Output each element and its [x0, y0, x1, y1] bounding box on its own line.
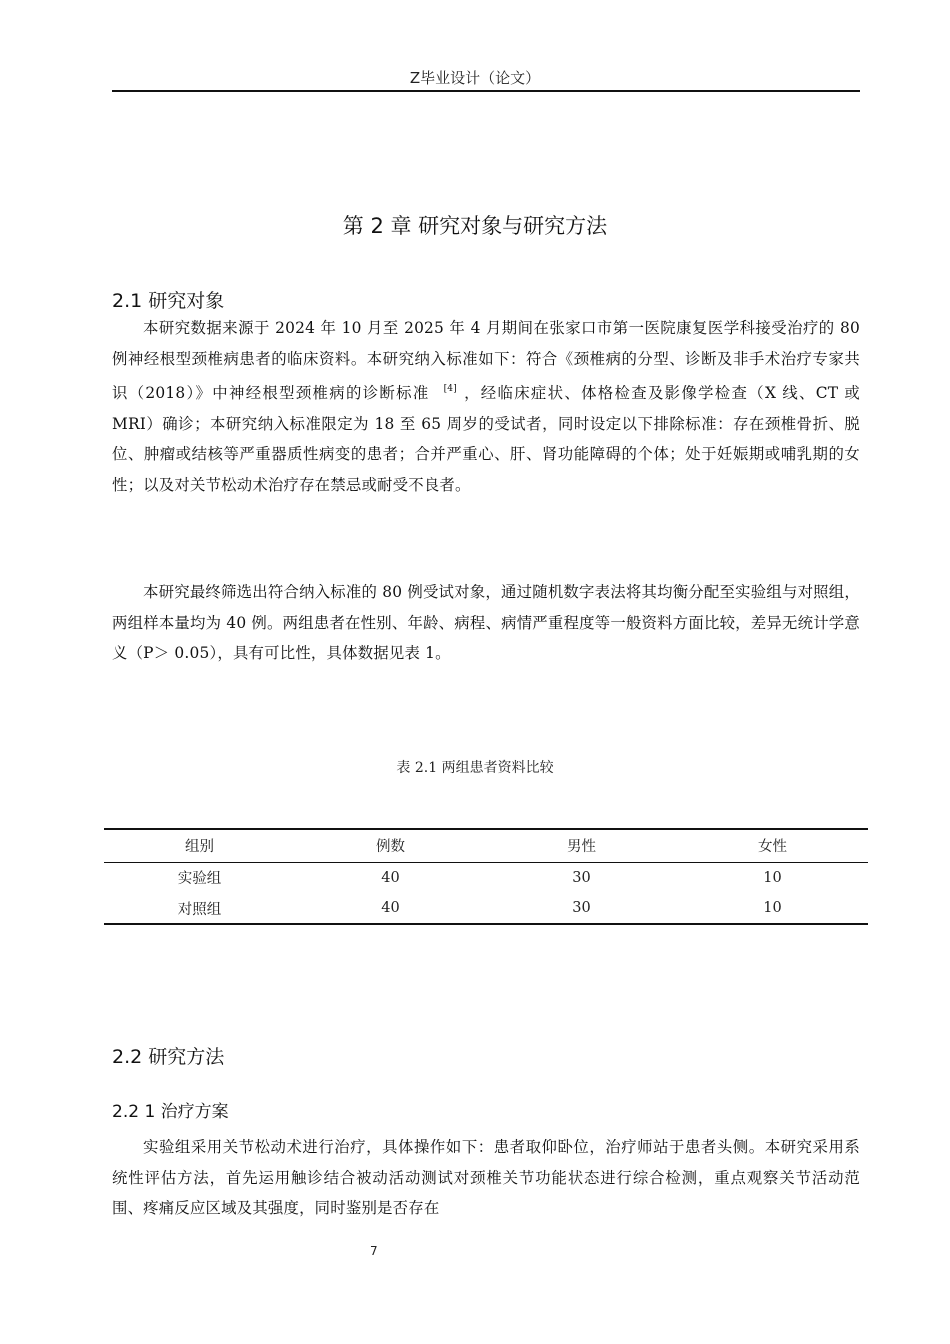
- paragraph-study-subjects: [112, 313, 860, 500]
- paragraph-treatment-plan: 实验组采用关节松动术进行治疗，具体操作如下：患者取仰卧位，治疗师站于患者头侧。本研究采用系统性评估方法，首先运用触诊结合被动活动测试对颈椎关节功能状态进行综合检测，重点观察关节活动范围、疼痛反应区域及其强度，同时鉴别是否存在: [112, 1138, 860, 1217]
- column-header: 女性: [758, 839, 787, 856]
- page-number: 7: [370, 1244, 378, 1258]
- section-heading-2-2: 2.2 研究方法: [112, 1046, 225, 1068]
- table-cell: 对照组: [177, 901, 222, 918]
- table-row: [104, 862, 868, 893]
- paragraph-grouping: 本研究最终筛选出符合纳入标准的 80 例受试对象，通过随机数字表法将其均衡分配至实验组与对照组，两组样本量均为 40 例。两组患者在性别、年龄、病程、病情严重程度等一般资料方面比较，差异无统计学意义（P＞ 0.05），具有可比性，具体数据见表 1。: [112, 583, 860, 662]
- subsection-heading-2-2-1: 2.2 1 治疗方案: [112, 1102, 229, 1122]
- section-heading-2-1: 2.1 研究对象: [112, 290, 225, 312]
- column-header: 例数: [376, 839, 405, 856]
- table-row: [104, 893, 868, 924]
- header-title: Z毕业设计（论文）: [409, 69, 541, 87]
- table-caption: 表 2.1 两组患者资料比较: [396, 760, 554, 776]
- patient-comparison-table: [104, 828, 868, 925]
- table-cell: 10: [763, 900, 782, 916]
- table-header-row: [104, 829, 868, 862]
- column-header: 组别: [185, 839, 214, 856]
- table-cell: 40: [381, 900, 400, 916]
- column-header: 男性: [567, 839, 596, 856]
- paragraph-text: 本研究数据来源于 2024 年 10 月至 2025 年 4 月期间在张家口市第一医院康复医学科接受治疗的 80 例神经根型颈椎病患者的临床资料。本研究纳入标准如下：符合《颈椎病的分型、诊断及非手术治疗专家共识（2018）》中神经根型颈椎病的诊断标准: [112, 319, 860, 402]
- chapter-title: 第 2 章 研究对象与研究方法: [342, 214, 608, 238]
- citation-ref[interactable]: [4]: [443, 384, 457, 394]
- table-cell: 10: [763, 869, 782, 886]
- table-cell: 30: [572, 869, 591, 886]
- table-cell: 30: [572, 900, 591, 916]
- paragraph-text: ，经临床症状、体格检查及影像学检查（X 线、CT 或 MRI）确诊；本研究纳入标准限定为 18 至 65 周岁的受试者，同时设定以下排除标准：存在颈椎骨折、脱位、肿瘤或结核等严重器质性病变的患者；合并严重心、肝、肾功能障碍的个体；处于妊娠期或哺乳期的女性；以及对关节松动术治疗存在禁忌或耐受不良者。: [112, 384, 861, 494]
- table-cell: 40: [381, 869, 400, 886]
- table-cell: 实验组: [177, 871, 222, 888]
- header-divider: [112, 90, 860, 92]
